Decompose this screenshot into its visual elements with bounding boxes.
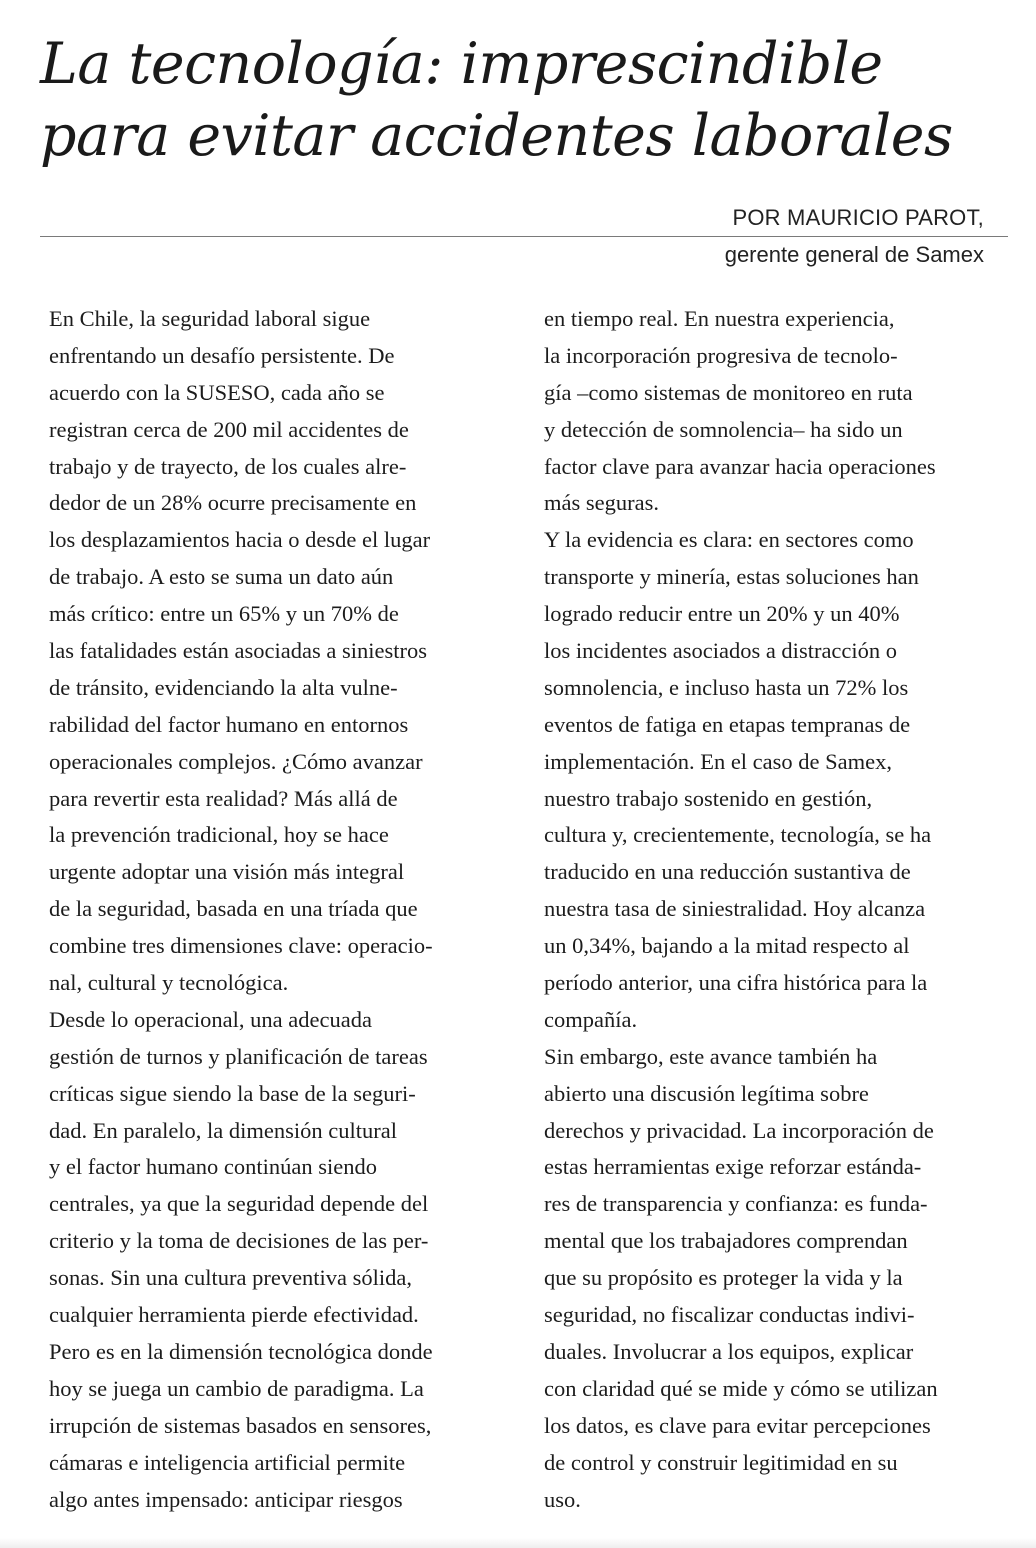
body-text-line: criterio y la toma de decisiones de las per- [49,1228,429,1254]
article-column-right [544,301,1024,1518]
body-text-line: somnolencia, e incluso hasta un 72% los [544,674,909,700]
body-text-line: seguridad, no fiscalizar conductas indivi- [544,1302,915,1328]
body-text-line: la prevención tradicional, hoy se hace [49,822,389,848]
body-text-line: dad. En paralelo, la dimensión cultural [49,1117,398,1143]
body-text-line: trabajo y de trayecto, de los cuales alre- [49,453,407,479]
body-text-line: dedor de un 28% ocurre precisamente en [49,490,417,516]
body-text-line: en tiempo real. En nuestra experiencia, [544,306,895,331]
headline [40,28,1030,172]
body-text-line: transporte y minería, estas soluciones han [544,564,919,590]
body-text-line: con claridad qué se mide y cómo se utilizan [544,1375,938,1401]
article-column-left [49,301,519,1518]
body-text-line: de trabajo. A esto se suma un dato aún [49,564,394,590]
body-text-line: los datos, es clave para evitar percepciones [544,1412,931,1438]
headline-line: para evitar accidentes laborales [40,103,953,169]
body-text-line: algo antes impensado: anticipar riesgos [49,1486,403,1512]
body-text-line: centrales, ya que la seguridad depende del [49,1191,429,1217]
body-text-line: las fatalidades están asociadas a siniestros [49,638,427,664]
body-text-line: que su propósito es proteger la vida y la [544,1265,903,1291]
body-text-line: rabilidad del factor humano en entornos [49,711,409,737]
body-text-line: y detección de somnolencia– ha sido un [544,416,903,442]
body-text-line: Sin embargo, este avance también ha [544,1043,878,1069]
body-text-line: logrado reducir entre un 20% y un 40% [544,601,900,627]
body-text-line: estas herramientas exige reforzar estánda- [544,1154,922,1180]
body-text-line: implementación. En el caso de Samex, [544,748,893,774]
body-text-line: cualquier herramienta pierde efectividad. [49,1302,419,1328]
body-text-line: abierto una discusión legítima sobre [544,1080,869,1106]
body-text-line: Desde lo operacional, una adecuada [49,1006,372,1032]
body-text-line: período anterior, una cifra histórica para la [544,970,928,996]
body-text-line: hoy se juega un cambio de paradigma. La [49,1375,424,1401]
body-text-line: nuestra tasa de siniestralidad. Hoy alcanza [544,896,926,922]
byline-author: POR MAURICIO PAROT, [732,205,984,230]
body-text-line: duales. Involucrar a los equipos, explicar [544,1338,914,1364]
body-text-line: la incorporación progresiva de tecnolo- [544,342,898,368]
body-text-line: gía –como sistemas de monitoreo en ruta [544,379,913,405]
bottom-edge-shadow [0,1538,1036,1548]
body-text-line: combine tres dimensiones clave: operacio- [49,933,433,959]
body-text-line: los incidentes asociados a distracción o [544,638,898,664]
byline-divider [40,236,1008,237]
body-text-line: nal, cultural y tecnológica. [49,970,289,996]
body-text-line: más seguras. [544,490,659,516]
body-text-line: más crítico: entre un 65% y un 70% de [49,601,399,627]
body-text-line: para revertir esta realidad? Más allá de [49,785,398,811]
byline-role: gerente general de Samex [724,242,984,267]
body-text-line: urgente adoptar una visión más integral [49,859,405,885]
body-text-line: traducido en una reducción sustantiva de [544,859,911,885]
body-text-line: cultura y, crecientemente, tecnología, se ha [544,822,932,848]
body-text-line: derechos y privacidad. La incorporación de [544,1117,934,1143]
body-text-line: compañía. [544,1006,638,1032]
body-text-line: y el factor humano continúan siendo [49,1154,378,1180]
body-text-line: irrupción de sistemas basados en sensores, [49,1412,432,1438]
body-text-line: gestión de turnos y planificación de tareas [49,1043,428,1069]
body-text-line: cámaras e inteligencia artificial permite [49,1449,406,1475]
body-text-line: sonas. Sin una cultura preventiva sólida, [49,1265,413,1291]
body-text-line: mental que los trabajadores comprendan [544,1228,908,1254]
body-text-line: operacionales complejos. ¿Cómo avanzar [49,748,423,774]
body-text-line: enfrentando un desafío persistente. De [49,342,395,368]
body-text-line: nuestro trabajo sostenido en gestión, [544,785,873,811]
headline-line: La tecnología: imprescindible [40,31,883,97]
body-text-line: un 0,34%, bajando a la mitad respecto al [544,933,910,959]
body-text-line: factor clave para avanzar hacia operaciones [544,453,936,479]
body-text-line: los desplazamientos hacia o desde el lugar [49,527,431,553]
body-text-line: registran cerca de 200 mil accidentes de [49,416,409,442]
body-text-line: críticas sigue siendo la base de la seguri- [49,1080,416,1106]
body-text-line: de tránsito, evidenciando la alta vulne- [49,674,398,700]
body-text-line: Y la evidencia es clara: en sectores como [544,527,914,553]
body-text-line: acuerdo con la SUSESO, cada año se [49,379,385,405]
body-text-line: de control y construir legitimidad en su [544,1449,898,1475]
body-text-line: res de transparencia y confianza: es funda- [544,1191,928,1217]
body-text-line: de la seguridad, basada en una tríada que [49,896,418,922]
body-text-line: En Chile, la seguridad laboral sigue [49,306,371,331]
body-text-line: Pero es en la dimensión tecnológica donde [49,1338,433,1364]
body-text-line: eventos de fatiga en etapas tempranas de [544,711,911,737]
body-text-line: uso. [544,1486,581,1512]
